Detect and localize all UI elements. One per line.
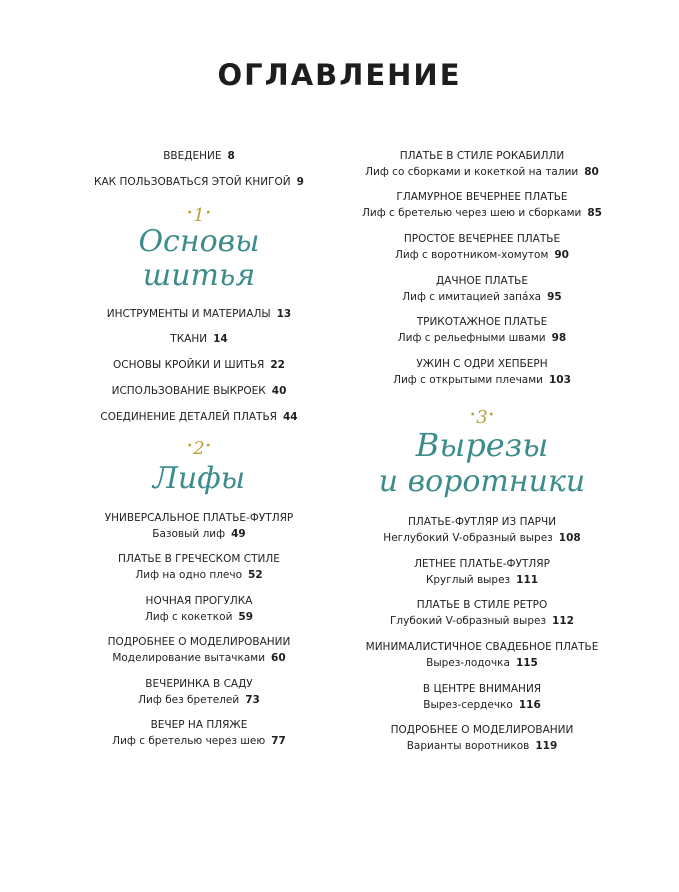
entry-heading: МИНИМАЛИСТИЧНОЕ СВАДЕБНОЕ ПЛАТЬЕ [365,641,599,653]
entry-heading: ВЕЧЕР НА ПЛЯЖЕ [150,719,248,731]
entry-label: СОЕДИНЕНИЕ ДЕТАЛЕЙ ПЛАТЬЯ [100,411,277,423]
entry-subtitle: Базовый лиф 49 [152,528,246,540]
toc-entry[interactable] [90,717,308,749]
entry-page: 22 [270,359,285,371]
entry-label: ИСПОЛЬЗОВАНИЕ ВЫКРОЕК [111,385,266,397]
section-title-line2: и воротники [378,464,586,499]
entry-subtitle: Лиф с имитацией запáха 95 [402,291,562,303]
toc-entry[interactable] [352,356,612,388]
toc-entry[interactable] [352,556,612,588]
toc-entry[interactable] [352,314,612,346]
toc-entry[interactable] [352,514,612,546]
entry-label: КАК ПОЛЬЗОВАТЬСЯ ЭТОЙ КНИГОЙ [94,176,291,188]
toc-entry[interactable] [90,357,308,374]
entry-subtitle: Варианты воротников 119 [406,740,558,752]
entry-subtitle: Лиф с бретелью через шею 77 [112,735,286,747]
entry-heading: ТРИКОТАЖНОЕ ПЛАТЬЕ [416,316,548,328]
entry-heading: НОЧНАЯ ПРОГУЛКА [145,595,253,607]
toc-entry[interactable] [90,383,308,400]
entry-subtitle: Лиф без бретелей 73 [138,694,260,706]
entry-label: ИНСТРУМЕНТЫ И МАТЕРИАЛЫ [106,308,271,320]
entry-label: ТКАНИ [170,333,208,345]
entry-heading: ПЛАТЬЕ-ФУТЛЯР ИЗ ПАРЧИ [407,516,557,528]
section-number: ·2· [186,434,212,459]
entry-heading: ПОДРОБНЕЕ О МОДЕЛИРОВАНИИ [390,724,574,736]
entry-subtitle: Вырез-лодочка 115 [426,657,538,669]
entry-subtitle: Лиф на одно плечо 52 [135,569,263,581]
entry-heading: УЖИН С ОДРИ ХЕПБЕРН [416,358,548,370]
entry-heading: ПЛАТЬЕ В СТИЛЕ РОКАБИЛЛИ [399,150,565,162]
toc-entry[interactable] [90,551,308,583]
entry-subtitle: Вырез-сердечко 116 [423,699,541,711]
section-title: Лифы [152,461,246,496]
toc-entry[interactable] [352,681,612,713]
entry-subtitle: Круглый вырез 111 [425,574,539,586]
toc-entry[interactable] [352,273,612,305]
toc-left-column [90,0,308,892]
entry-subtitle: Лиф с воротником-хомутом 90 [395,249,569,261]
toc-entry-how-to-use[interactable] [90,174,308,191]
entry-label: ОСНОВЫ КРОЙКИ И ШИТЬЯ [113,359,265,371]
entry-heading: ДАЧНОЕ ПЛАТЬЕ [436,275,528,287]
entry-page: 8 [227,150,235,162]
toc-entry[interactable] [352,722,612,754]
entry-page: 9 [296,176,304,188]
section-title-line1: Основы [138,224,260,259]
toc-entry[interactable] [352,231,612,263]
toc-entry[interactable] [90,510,308,542]
toc-entry[interactable] [90,676,308,708]
entry-subtitle: Лиф с бретелью через шею и сборками 85 [362,207,602,219]
entry-page: 40 [271,385,287,397]
entry-heading: ПЛАТЬЕ В ГРЕЧЕСКОМ СТИЛЕ [118,553,280,565]
toc-entry[interactable] [352,597,612,629]
entry-subtitle: Лиф с кокеткой 59 [144,611,254,623]
entry-subtitle: Неглубокий V-образный вырез 108 [383,532,581,544]
page-title: ОГЛАВЛЕНИЕ [217,58,462,92]
toc-entry[interactable] [352,639,612,671]
entry-heading: ГЛАМУРНОЕ ВЕЧЕРНЕЕ ПЛАТЬЕ [396,191,568,203]
section-title-line1: Вырезы [415,426,549,464]
toc-entry[interactable] [90,306,308,323]
entry-heading: ПОДРОБНЕЕ О МОДЕЛИРОВАНИИ [107,636,291,648]
entry-subtitle: Моделирование вытачками 60 [112,652,286,664]
entry-subtitle: Глубокий V-образный вырез 112 [390,615,574,627]
toc-entry[interactable] [352,189,612,221]
entry-label: ВВЕДЕНИЕ [163,150,222,162]
entry-heading: В ЦЕНТРЕ ВНИМАНИЯ [422,683,542,695]
toc-entry[interactable] [90,634,308,666]
entry-heading: ПРОСТОЕ ВЕЧЕРНЕЕ ПЛАТЬЕ [403,233,561,245]
toc-right-column [352,0,612,892]
toc-entry[interactable] [352,148,612,180]
entry-subtitle: Лиф с открытыми плечами 103 [393,374,571,386]
entry-heading: ЛЕТНЕЕ ПЛАТЬЕ-ФУТЛЯР [414,558,550,570]
toc-entry[interactable] [90,409,308,426]
toc-entry[interactable] [90,331,308,348]
entry-subtitle: Лиф с рельефными швами 98 [397,332,567,344]
entry-heading: ВЕЧЕРИНКА В САДУ [145,678,253,690]
entry-page: 13 [276,308,292,320]
toc-entry-intro[interactable] [90,148,308,165]
entry-heading: УНИВЕРСАЛЬНОЕ ПЛАТЬЕ-ФУТЛЯР [104,512,294,524]
section-number: ·1· [186,201,212,226]
entry-page: 14 [213,333,228,345]
section-title-line2: шитья [142,258,256,293]
entry-subtitle: Лиф со сборками и кокеткой на талии 80 [365,166,599,178]
entry-page: 44 [282,411,298,423]
toc-entry[interactable] [90,593,308,625]
section-number: ·3· [469,403,495,428]
entry-heading: ПЛАТЬЕ В СТИЛЕ РЕТРО [416,599,548,611]
